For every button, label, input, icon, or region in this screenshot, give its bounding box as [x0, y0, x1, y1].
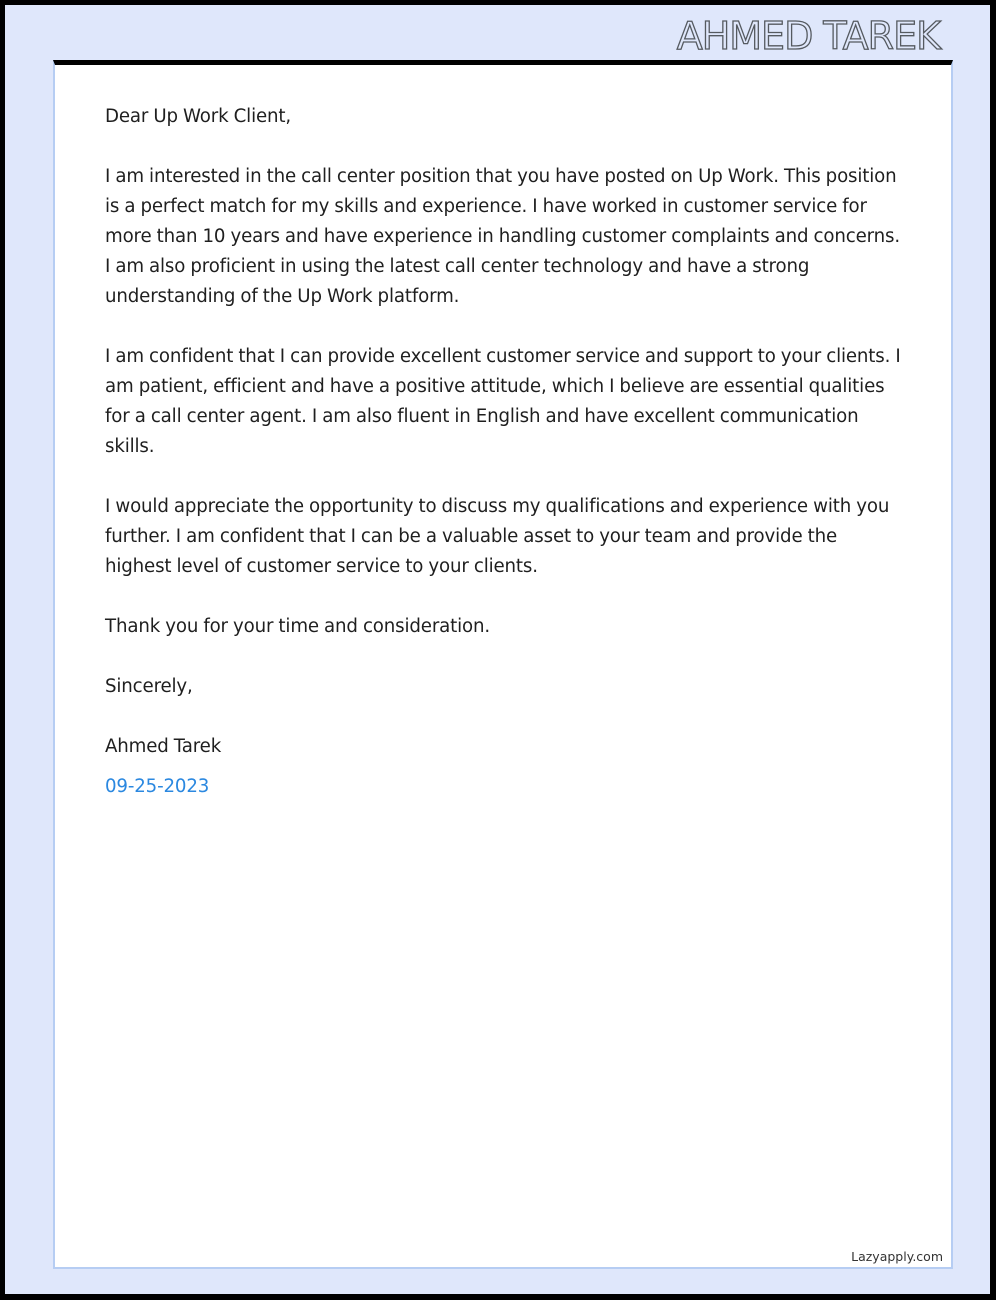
salutation: Dear Up Work Client,	[105, 106, 292, 127]
paragraph-interest: I am interested in the call center position that you have posted on Up Work. This position is a perfect match for my skills and experience. I have worked in customer service for more than 10 years and have experience in handling customer complaints and concerns. I am also proficient in using the latest call center technology and have a strong understanding of the Up Work platform.	[105, 166, 900, 307]
document-frame	[5, 5, 990, 1294]
cover-letter-body	[105, 102, 905, 802]
signature: Ahmed Tarek	[105, 736, 222, 757]
paragraph-opportunity: I would appreciate the opportunity to discuss my qualifications and experience with you further. I am confident that I can be a valuable asset to your team and provide the highest level of customer service to your clients.	[105, 496, 890, 577]
paragraph-thanks: Thank you for your time and consideration.	[105, 616, 491, 637]
paragraph-confidence: I am confident that I can provide excellent customer service and support to your clients. I am patient, efficient and have a positive attitude, which I believe are essential qualities for a call center agent. I am also fluent in English and have excellent communication skills.	[105, 346, 901, 457]
closing: Sincerely,	[105, 676, 193, 697]
letter-page	[53, 60, 953, 1269]
applicant-name-header: AHMED TAREK	[676, 14, 940, 58]
watermark-link[interactable]: Lazyapply.com	[851, 1249, 943, 1264]
letter-date: 09-25-2023	[105, 776, 210, 797]
